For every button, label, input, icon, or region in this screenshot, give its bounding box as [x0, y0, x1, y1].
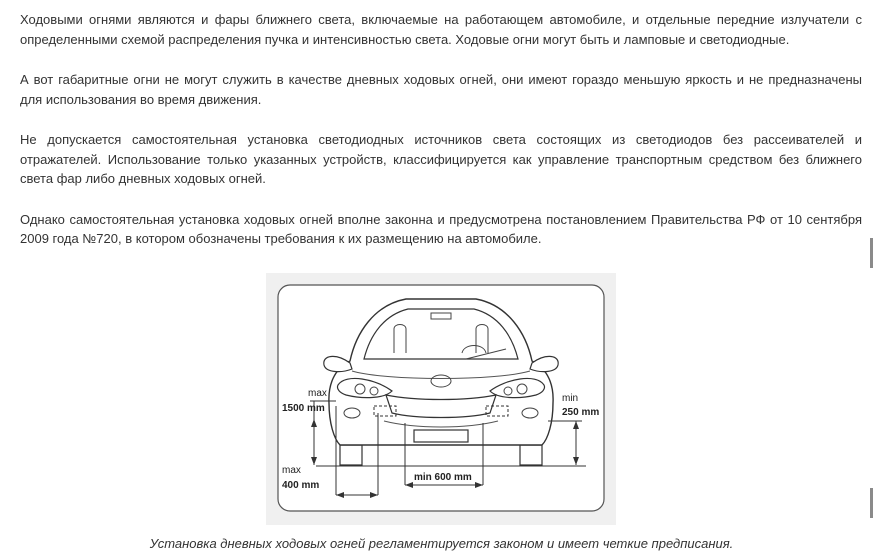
label-max-400-a: max [282, 465, 301, 476]
drl-diagram-figure [266, 273, 616, 525]
figure-caption: Установка дневных ходовых огней регламентируется законом и имеет четкие предписания. [149, 536, 734, 551]
paragraph-3: Не допускается самостоятельная установка светодиодных источников света состоящих из светодиодов без рассеивателей и отражателей. Использование только указанных устройств, классифицируется как управление транспортным средством без ближнего света фар либо дневных ходовых огней. [20, 132, 862, 186]
label-max-1500-a: max [308, 388, 327, 399]
label-max-400-b: 400 mm [282, 480, 320, 491]
license-plate [414, 430, 468, 442]
car-front-diagram [266, 273, 616, 525]
label-min-250-b: 250 mm [562, 407, 600, 418]
label-min-250-a: min [562, 393, 579, 404]
paragraph-2: А вот габаритные огни не могут служить в качестве дневных ходовых огней, они имеют гораздо меньшую яркость и не предназначены для использования во время движения. [20, 72, 862, 107]
article-body [20, 10, 862, 270]
label-max-1500-b: 1500 mm [282, 403, 325, 414]
label-min-600: min 600 mm [414, 472, 472, 483]
paragraph-4: Однако самостоятельная установка ходовых огней вполне законна и предусмотрена постановлением Правительства РФ от 10 сентября 2009 года №720, в котором обозначены требования к их размещению на автомобиле. [20, 211, 862, 246]
paragraph-1: Ходовыми огнями являются и фары ближнего света, включаемые на работающем автомобиле, и отдельные передние излучатели с определенными схемой распределения пучка и интенсивностью света. Ходовые огни могут быть и ламповые и светодиодные. [20, 12, 862, 47]
